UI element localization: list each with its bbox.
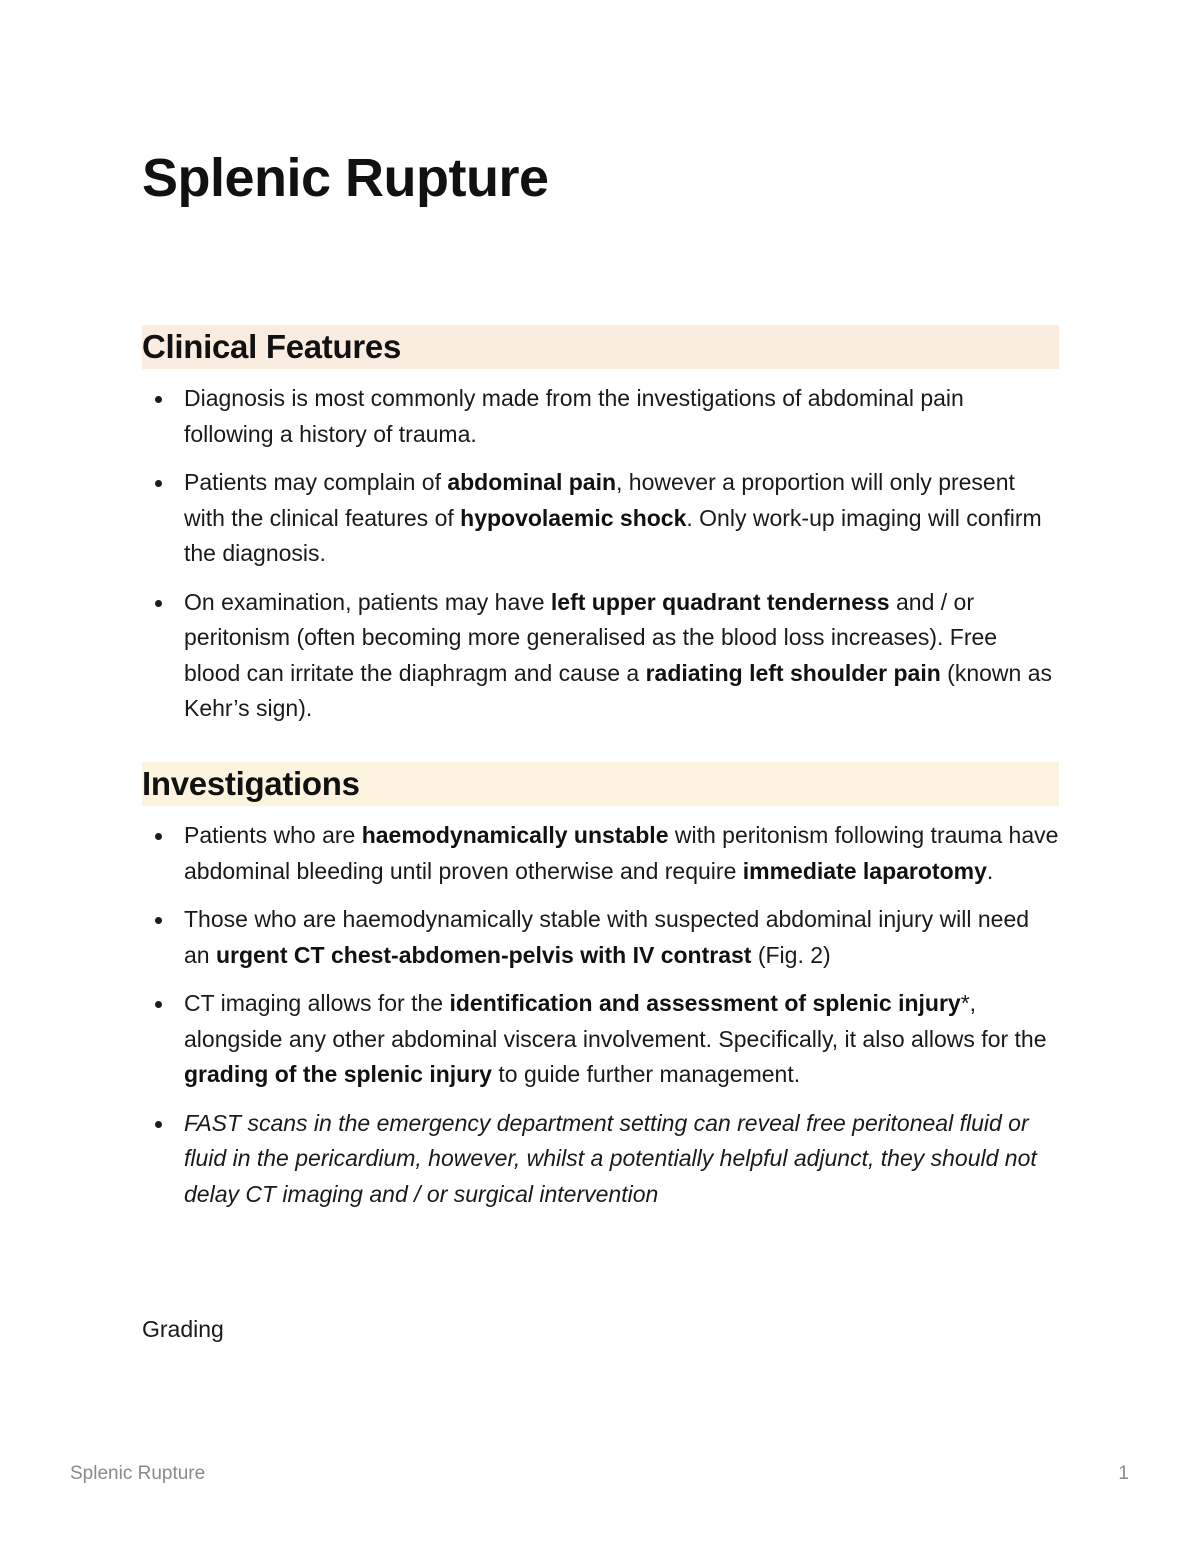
bold-text-segment: immediate laparotomy bbox=[742, 857, 987, 884]
bold-text-segment: haemodynamically unstable bbox=[361, 822, 669, 848]
bold-text-segment: hypovolaemic shock bbox=[460, 504, 687, 531]
text-segment: FAST scans in the emergency department setting can reveal free peritoneal fluid or fluid in the pericardium, however, whilst a potentially helpful adjunct, they should not delay CT imaging and / or surgical intervention bbox=[184, 1109, 1037, 1207]
grading-label: Grading bbox=[142, 1316, 224, 1342]
text-segment: Those who are haemodynamically stable with suspected abdominal injury will need an bbox=[184, 906, 1030, 968]
list-item bbox=[142, 465, 1059, 572]
bold-text-segment: grading of the splenic injury bbox=[184, 1061, 492, 1087]
bold-text-segment: abdominal pain bbox=[447, 469, 617, 495]
bold-text-segment: radiating left shoulder pain bbox=[645, 659, 941, 686]
bullet-icon bbox=[155, 833, 162, 840]
text-segment: *, alongside any other abdominal viscera involvement. Specifically, it also allows for the bbox=[184, 990, 1047, 1052]
text-segment: Patients may complain of bbox=[184, 469, 448, 495]
page-title: Splenic Rupture bbox=[142, 148, 549, 208]
section-investigations bbox=[142, 762, 1059, 1225]
section-heading-clinical-features: Clinical Features bbox=[142, 325, 1059, 369]
list-item bbox=[142, 986, 1059, 1093]
list-item bbox=[142, 381, 1059, 452]
list-item bbox=[142, 902, 1059, 973]
clinical-features-list bbox=[142, 381, 1059, 727]
text-segment: with peritonism following trauma have abdominal bleeding until proven otherwise and require bbox=[184, 822, 1059, 884]
bullet-icon bbox=[155, 600, 162, 607]
text-segment: . Only work-up imaging will confirm the diagnosis. bbox=[184, 504, 1042, 566]
list-item bbox=[142, 1106, 1059, 1213]
text-segment: Patients who are bbox=[184, 822, 362, 848]
section-clinical-features bbox=[142, 325, 1059, 740]
text-segment: . bbox=[986, 857, 994, 884]
bold-text-segment: left upper quadrant tenderness bbox=[550, 588, 890, 615]
bullet-icon bbox=[155, 480, 162, 487]
list-item bbox=[142, 818, 1059, 889]
section-heading-investigations: Investigations bbox=[142, 762, 1059, 806]
text-segment: to guide further management. bbox=[491, 1061, 801, 1087]
bullet-icon bbox=[155, 1001, 162, 1008]
bullet-icon bbox=[155, 917, 162, 924]
text-segment: (Fig. 2) bbox=[751, 941, 831, 968]
page-number: 1 bbox=[1118, 1463, 1129, 1484]
text-segment: Diagnosis is most commonly made from the investigations of abdominal pain following a history of trauma. bbox=[184, 385, 964, 447]
bullet-icon bbox=[155, 1121, 162, 1128]
list-item bbox=[142, 585, 1059, 727]
investigations-list bbox=[142, 818, 1059, 1212]
text-segment: On examination, patients may have bbox=[184, 588, 551, 615]
bullet-icon bbox=[155, 396, 162, 403]
text-segment: and / or peritonism (often becoming more generalised as the blood loss increases). Free blood can irritate the diaphragm and cause a bbox=[184, 588, 998, 686]
bold-text-segment: identification and assessment of splenic injury bbox=[449, 990, 961, 1016]
text-segment: , however a proportion will only present with the clinical features of bbox=[184, 469, 1015, 531]
text-segment: (known as Kehr’s sign). bbox=[184, 659, 1052, 721]
text-segment: CT imaging allows for the bbox=[184, 990, 450, 1016]
bold-text-segment: urgent CT chest-abdomen-pelvis with IV contrast bbox=[215, 941, 752, 968]
footer-title: Splenic Rupture bbox=[70, 1463, 206, 1484]
